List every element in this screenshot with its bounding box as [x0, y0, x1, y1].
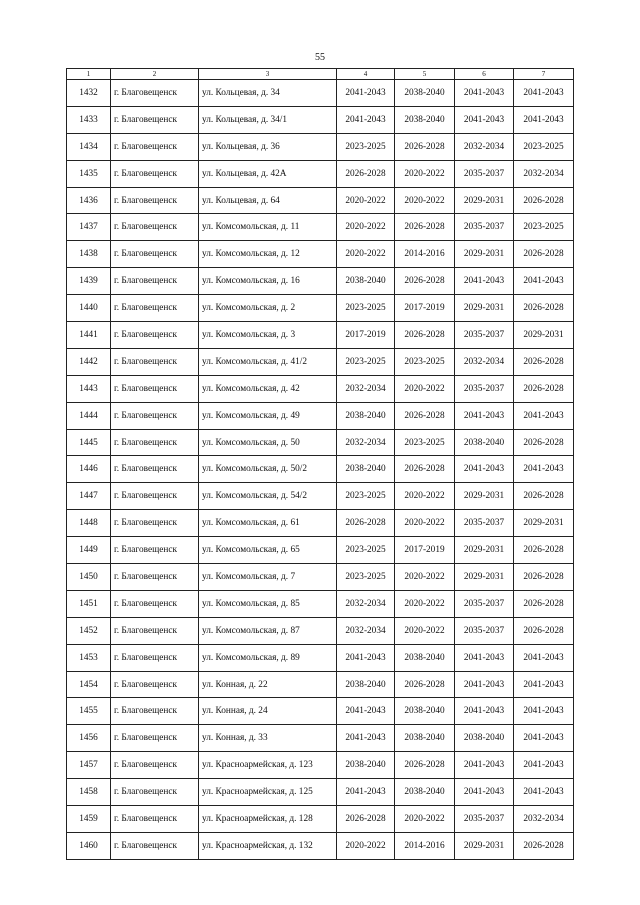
city-cell: г. Благовещенск: [111, 832, 199, 859]
period-cell: 2023-2025: [337, 295, 395, 322]
period-cell: 2026-2028: [514, 187, 574, 214]
row-number-cell: 1452: [67, 617, 111, 644]
row-number-cell: 1444: [67, 402, 111, 429]
period-cell: 2032-2034: [337, 375, 395, 402]
row-number-cell: 1455: [67, 698, 111, 725]
period-cell: 2041-2043: [455, 106, 514, 133]
city-cell: г. Благовещенск: [111, 133, 199, 160]
table-row: [67, 752, 574, 779]
row-number-cell: 1450: [67, 564, 111, 591]
row-number-cell: 1447: [67, 483, 111, 510]
period-cell: 2026-2028: [395, 456, 455, 483]
table-row: [67, 671, 574, 698]
period-cell: 2041-2043: [514, 779, 574, 806]
period-cell: 2041-2043: [514, 268, 574, 295]
period-cell: 2038-2040: [337, 671, 395, 698]
period-cell: 2032-2034: [337, 617, 395, 644]
period-cell: 2020-2022: [395, 375, 455, 402]
row-number-cell: 1437: [67, 214, 111, 241]
period-cell: 2023-2025: [514, 133, 574, 160]
period-cell: 2029-2031: [455, 564, 514, 591]
period-cell: 2023-2025: [395, 429, 455, 456]
period-cell: 2035-2037: [455, 322, 514, 349]
table-body: [67, 80, 574, 860]
table-row: [67, 348, 574, 375]
period-cell: 2038-2040: [455, 725, 514, 752]
period-cell: 2029-2031: [514, 510, 574, 537]
period-cell: 2032-2034: [455, 133, 514, 160]
period-cell: 2038-2040: [395, 779, 455, 806]
table-row: [67, 832, 574, 859]
table-row: [67, 241, 574, 268]
period-cell: 2041-2043: [337, 106, 395, 133]
period-cell: 2035-2037: [455, 590, 514, 617]
city-cell: г. Благовещенск: [111, 295, 199, 322]
period-cell: 2041-2043: [455, 456, 514, 483]
city-cell: г. Благовещенск: [111, 698, 199, 725]
table-row: [67, 483, 574, 510]
period-cell: 2020-2022: [337, 241, 395, 268]
row-number-cell: 1443: [67, 375, 111, 402]
address-cell: ул. Комсомольская, д. 50: [199, 429, 337, 456]
address-cell: ул. Комсомольская, д. 87: [199, 617, 337, 644]
period-cell: 2026-2028: [395, 214, 455, 241]
address-cell: ул. Кольцевая, д. 42А: [199, 160, 337, 187]
address-cell: ул. Красноармейская, д. 125: [199, 779, 337, 806]
city-cell: г. Благовещенск: [111, 617, 199, 644]
period-cell: 2038-2040: [455, 429, 514, 456]
period-cell: 2020-2022: [395, 617, 455, 644]
address-cell: ул. Красноармейская, д. 132: [199, 832, 337, 859]
period-cell: 2014-2016: [395, 241, 455, 268]
city-cell: г. Благовещенск: [111, 375, 199, 402]
city-cell: г. Благовещенск: [111, 483, 199, 510]
period-cell: 2017-2019: [395, 537, 455, 564]
period-cell: 2026-2028: [514, 617, 574, 644]
city-cell: г. Благовещенск: [111, 268, 199, 295]
period-cell: 2029-2031: [455, 537, 514, 564]
address-cell: ул. Красноармейская, д. 128: [199, 806, 337, 833]
address-cell: ул. Конная, д. 24: [199, 698, 337, 725]
table-row: [67, 80, 574, 107]
row-number-cell: 1432: [67, 80, 111, 107]
period-cell: 2023-2025: [337, 564, 395, 591]
period-cell: 2026-2028: [395, 671, 455, 698]
period-cell: 2014-2016: [395, 832, 455, 859]
city-cell: г. Благовещенск: [111, 806, 199, 833]
table-row: [67, 644, 574, 671]
table-row: [67, 590, 574, 617]
column-header: 2: [111, 69, 199, 80]
address-cell: ул. Комсомольская, д. 42: [199, 375, 337, 402]
period-cell: 2017-2019: [337, 322, 395, 349]
period-cell: 2041-2043: [455, 779, 514, 806]
address-cell: ул. Кольцевая, д. 64: [199, 187, 337, 214]
period-cell: 2032-2034: [514, 806, 574, 833]
period-cell: 2038-2040: [395, 698, 455, 725]
period-cell: 2032-2034: [455, 348, 514, 375]
row-number-cell: 1440: [67, 295, 111, 322]
period-cell: 2026-2028: [337, 806, 395, 833]
period-cell: 2035-2037: [455, 375, 514, 402]
address-cell: ул. Комсомольская, д. 85: [199, 590, 337, 617]
address-cell: ул. Комсомольская, д. 11: [199, 214, 337, 241]
period-cell: 2029-2031: [455, 832, 514, 859]
period-cell: 2026-2028: [395, 752, 455, 779]
period-cell: 2041-2043: [514, 698, 574, 725]
column-header: 5: [395, 69, 455, 80]
row-number-cell: 1442: [67, 348, 111, 375]
period-cell: 2041-2043: [514, 106, 574, 133]
table-row: [67, 725, 574, 752]
row-number-cell: 1434: [67, 133, 111, 160]
row-number-cell: 1439: [67, 268, 111, 295]
city-cell: г. Благовещенск: [111, 510, 199, 537]
column-header: 1: [67, 69, 111, 80]
city-cell: г. Благовещенск: [111, 429, 199, 456]
city-cell: г. Благовещенск: [111, 160, 199, 187]
period-cell: 2041-2043: [455, 671, 514, 698]
period-cell: 2026-2028: [514, 564, 574, 591]
period-cell: 2026-2028: [514, 348, 574, 375]
period-cell: 2029-2031: [514, 322, 574, 349]
city-cell: г. Благовещенск: [111, 779, 199, 806]
period-cell: 2020-2022: [395, 483, 455, 510]
period-cell: 2041-2043: [514, 725, 574, 752]
period-cell: 2026-2028: [514, 241, 574, 268]
column-header: 7: [514, 69, 574, 80]
period-cell: 2023-2025: [337, 537, 395, 564]
period-cell: 2041-2043: [455, 698, 514, 725]
period-cell: 2041-2043: [514, 456, 574, 483]
row-number-cell: 1456: [67, 725, 111, 752]
address-cell: ул. Комсомольская, д. 2: [199, 295, 337, 322]
address-cell: ул. Комсомольская, д. 7: [199, 564, 337, 591]
period-cell: 2020-2022: [395, 590, 455, 617]
table-row: [67, 106, 574, 133]
period-cell: 2041-2043: [514, 752, 574, 779]
city-cell: г. Благовещенск: [111, 590, 199, 617]
city-cell: г. Благовещенск: [111, 322, 199, 349]
address-cell: ул. Комсомольская, д. 89: [199, 644, 337, 671]
period-cell: 2041-2043: [455, 268, 514, 295]
period-cell: 2026-2028: [395, 322, 455, 349]
table-row: [67, 806, 574, 833]
table-row: [67, 214, 574, 241]
address-cell: ул. Красноармейская, д. 123: [199, 752, 337, 779]
period-cell: 2038-2040: [337, 752, 395, 779]
table-row: [67, 537, 574, 564]
period-cell: 2026-2028: [514, 295, 574, 322]
table-row: [67, 617, 574, 644]
period-cell: 2038-2040: [395, 106, 455, 133]
city-cell: г. Благовещенск: [111, 537, 199, 564]
period-cell: 2038-2040: [395, 80, 455, 107]
address-cell: ул. Комсомольская, д. 12: [199, 241, 337, 268]
period-cell: 2041-2043: [337, 698, 395, 725]
row-number-cell: 1451: [67, 590, 111, 617]
column-header: 6: [455, 69, 514, 80]
period-cell: 2041-2043: [514, 80, 574, 107]
city-cell: г. Благовещенск: [111, 752, 199, 779]
city-cell: г. Благовещенск: [111, 564, 199, 591]
row-number-cell: 1449: [67, 537, 111, 564]
period-cell: 2032-2034: [514, 160, 574, 187]
city-cell: г. Благовещенск: [111, 456, 199, 483]
column-header: 3: [199, 69, 337, 80]
row-number-cell: 1448: [67, 510, 111, 537]
period-cell: 2029-2031: [455, 483, 514, 510]
address-cell: ул. Конная, д. 33: [199, 725, 337, 752]
period-cell: 2041-2043: [337, 725, 395, 752]
period-cell: 2020-2022: [395, 564, 455, 591]
period-cell: 2026-2028: [514, 590, 574, 617]
period-cell: 2032-2034: [337, 429, 395, 456]
city-cell: г. Благовещенск: [111, 671, 199, 698]
period-cell: 2041-2043: [455, 80, 514, 107]
address-cell: ул. Комсомольская, д. 65: [199, 537, 337, 564]
period-cell: 2041-2043: [514, 402, 574, 429]
address-cell: ул. Комсомольская, д. 16: [199, 268, 337, 295]
table-row: [67, 402, 574, 429]
period-cell: 2041-2043: [455, 752, 514, 779]
row-number-cell: 1459: [67, 806, 111, 833]
city-cell: г. Благовещенск: [111, 644, 199, 671]
table-row: [67, 295, 574, 322]
table-row: [67, 322, 574, 349]
row-number-cell: 1460: [67, 832, 111, 859]
address-cell: ул. Конная, д. 22: [199, 671, 337, 698]
period-cell: 2023-2025: [395, 348, 455, 375]
row-number-cell: 1436: [67, 187, 111, 214]
period-cell: 2035-2037: [455, 160, 514, 187]
row-number-cell: 1457: [67, 752, 111, 779]
city-cell: г. Благовещенск: [111, 187, 199, 214]
period-cell: 2035-2037: [455, 617, 514, 644]
period-cell: 2029-2031: [455, 241, 514, 268]
period-cell: 2020-2022: [395, 160, 455, 187]
period-cell: 2023-2025: [514, 214, 574, 241]
period-cell: 2026-2028: [514, 832, 574, 859]
period-cell: 2020-2022: [395, 806, 455, 833]
period-cell: 2041-2043: [514, 644, 574, 671]
table-row: [67, 268, 574, 295]
period-cell: 2041-2043: [337, 80, 395, 107]
period-cell: 2038-2040: [337, 456, 395, 483]
period-cell: 2023-2025: [337, 133, 395, 160]
period-cell: 2041-2043: [337, 779, 395, 806]
period-cell: 2038-2040: [337, 402, 395, 429]
row-number-cell: 1453: [67, 644, 111, 671]
address-cell: ул. Комсомольская, д. 3: [199, 322, 337, 349]
city-cell: г. Благовещенск: [111, 106, 199, 133]
table-row: [67, 375, 574, 402]
period-cell: 2020-2022: [337, 214, 395, 241]
row-number-cell: 1454: [67, 671, 111, 698]
address-cell: ул. Комсомольская, д. 61: [199, 510, 337, 537]
period-cell: 2020-2022: [395, 510, 455, 537]
table-row: [67, 187, 574, 214]
period-cell: 2041-2043: [337, 644, 395, 671]
address-cell: ул. Комсомольская, д. 49: [199, 402, 337, 429]
period-cell: 2035-2037: [455, 510, 514, 537]
row-number-cell: 1441: [67, 322, 111, 349]
row-number-cell: 1438: [67, 241, 111, 268]
address-cell: ул. Комсомольская, д. 54/2: [199, 483, 337, 510]
period-cell: 2041-2043: [455, 402, 514, 429]
period-cell: 2032-2034: [337, 590, 395, 617]
period-cell: 2026-2028: [514, 375, 574, 402]
period-cell: 2026-2028: [514, 537, 574, 564]
period-cell: 2020-2022: [395, 187, 455, 214]
period-cell: 2023-2025: [337, 483, 395, 510]
period-cell: 2029-2031: [455, 187, 514, 214]
period-cell: 2017-2019: [395, 295, 455, 322]
city-cell: г. Благовещенск: [111, 241, 199, 268]
table-row: [67, 133, 574, 160]
period-cell: 2026-2028: [514, 429, 574, 456]
table-row: [67, 510, 574, 537]
period-cell: 2026-2028: [514, 483, 574, 510]
address-cell: ул. Комсомольская, д. 41/2: [199, 348, 337, 375]
period-cell: 2020-2022: [337, 187, 395, 214]
row-number-cell: 1458: [67, 779, 111, 806]
period-cell: 2038-2040: [337, 268, 395, 295]
period-cell: 2026-2028: [337, 510, 395, 537]
period-cell: 2023-2025: [337, 348, 395, 375]
table-row: [67, 564, 574, 591]
address-cell: ул. Кольцевая, д. 34: [199, 80, 337, 107]
period-cell: 2035-2037: [455, 214, 514, 241]
period-cell: 2026-2028: [395, 268, 455, 295]
city-cell: г. Благовещенск: [111, 348, 199, 375]
row-number-cell: 1445: [67, 429, 111, 456]
column-header: 4: [337, 69, 395, 80]
table-row: [67, 456, 574, 483]
table-row: [67, 429, 574, 456]
table-row: [67, 779, 574, 806]
housing-register-table: [66, 68, 574, 860]
city-cell: г. Благовещенск: [111, 214, 199, 241]
period-cell: 2026-2028: [395, 402, 455, 429]
period-cell: 2038-2040: [395, 644, 455, 671]
city-cell: г. Благовещенск: [111, 402, 199, 429]
period-cell: 2026-2028: [337, 160, 395, 187]
city-cell: г. Благовещенск: [111, 80, 199, 107]
table-row: [67, 160, 574, 187]
table-row: [67, 698, 574, 725]
period-cell: 2020-2022: [337, 832, 395, 859]
address-cell: ул. Кольцевая, д. 36: [199, 133, 337, 160]
period-cell: 2041-2043: [455, 644, 514, 671]
period-cell: 2026-2028: [395, 133, 455, 160]
period-cell: 2038-2040: [395, 725, 455, 752]
period-cell: 2029-2031: [455, 295, 514, 322]
row-number-cell: 1446: [67, 456, 111, 483]
column-number-row: [67, 69, 574, 80]
row-number-cell: 1433: [67, 106, 111, 133]
city-cell: г. Благовещенск: [111, 725, 199, 752]
period-cell: 2041-2043: [514, 671, 574, 698]
page-number: 55: [315, 52, 325, 63]
period-cell: 2035-2037: [455, 806, 514, 833]
row-number-cell: 1435: [67, 160, 111, 187]
address-cell: ул. Комсомольская, д. 50/2: [199, 456, 337, 483]
address-cell: ул. Кольцевая, д. 34/1: [199, 106, 337, 133]
